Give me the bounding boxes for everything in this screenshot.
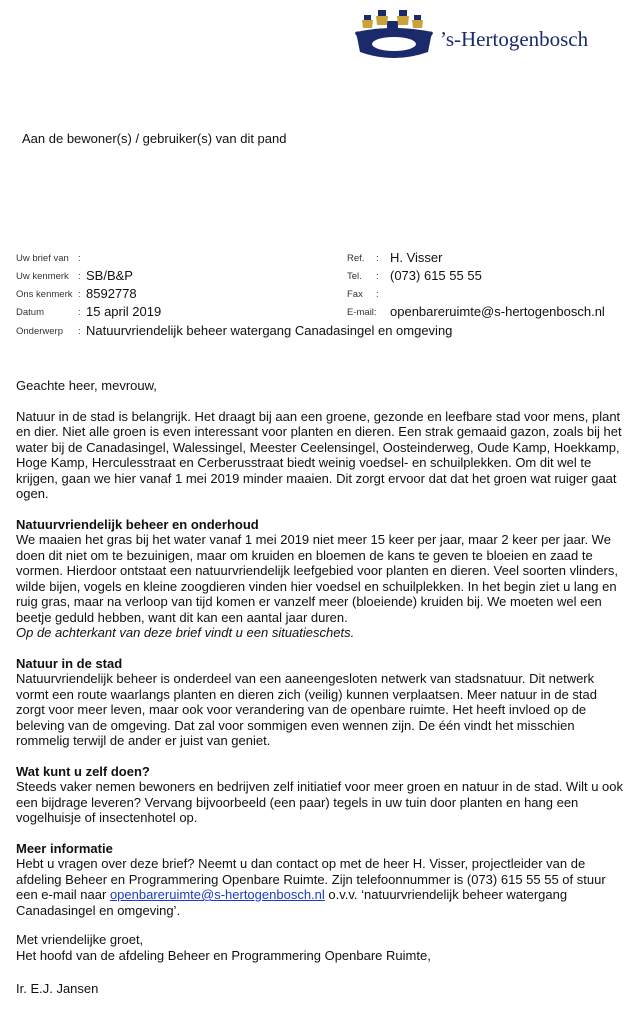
meta-row-tel: Tel. : (073) 615 55 55 [347,268,482,283]
meta-value-email: openbareruimte@s-hertogenbosch.nl [390,304,605,319]
section-heading-zelf-doen: Wat kunt u zelf doen? [16,763,150,779]
meta-row-brief-van: Uw brief van : [16,253,81,264]
meta-label: Uw brief van [16,253,69,264]
subject-label: Onderwerp [16,326,63,337]
meta-row-ref: Ref. : H. Visser [347,250,443,265]
section-heading-meer-informatie: Meer informatie [16,840,113,856]
closing-greeting: Met vriendelijke groet, [16,932,144,947]
letter-body [16,378,628,918]
crowns-logo-icon [352,4,436,66]
meta-row-subject: Onderwerp : Natuurvriendelijk beheer watergang Canadasingel en omgeving [16,323,453,338]
closing-department: Het hoofd van de afdeling Beheer en Programmering Openbare Ruimte, [16,948,431,963]
section-body-natuur: Natuurvriendelijk beheer is onderdeel van een aaneengesloten netwerk van stadsnatuur. Dit netwerk vormt een route waarlangs planten en dieren zich (veilig) kunnen verplaatsen. Meer natuur in de stad zorgt voor meer leven, maar ook voor verandering van de openbare ruimte. Het heeft invloed op de beleving van de omgeving. Dat zal voor sommigen even wennen zijn. De één vindt het misschien rommelig terwijl de ander er juist van geniet. [16,671,598,748]
meta-row-ons-kenmerk: Ons kenmerk : 8592778 [16,286,137,301]
section-body-zelf-doen: Steeds vaker nemen bewoners en bedrijven zelf initiatief voor meer groen en natuur in de stad. Wilt u ook een bijdrage leveren? Vervang bijvoorbeeld (een paar) tegels in uw tuin door planten en hang een vogelhuisje of insectenhotel op. [16,779,624,825]
email-link[interactable]: openbareruimte@s-hertogenbosch.nl [109,887,325,902]
meta-value: (073) 615 55 55 [390,268,482,283]
meta-row-fax: Fax : [347,289,379,300]
section-body-meer-informatie [16,856,628,918]
meta-label: E-mail: [347,307,377,318]
city-name: ’s-Hertogenbosch [440,27,589,51]
meta-label: Tel. [347,271,362,282]
meta-value: H. Visser [390,250,443,265]
meta-value: 15 april 2019 [86,304,162,319]
meta-value: SB/B&P [86,268,133,283]
subject-value: Natuurvriendelijk beheer watergang Canadasingel en omgeving [86,323,453,338]
section-heading-natuur: Natuur in de stad [16,655,123,671]
meta-row-uw-kenmerk: Uw kenmerk : SB/B&P [16,268,133,283]
meta-label: Fax [347,289,363,300]
meta-row-email [347,304,637,322]
info-text-post: o.v.v. ‘natuurvriendelijk beheer watergang Canadasingel en omgeving’. [16,887,568,918]
salutation: Geachte heer, mevrouw, [16,378,157,393]
meta-label: Datum [16,307,44,318]
meta-label: Ons kenmerk [16,289,73,300]
meta-value: 8592778 [86,286,137,301]
section-heading-beheer: Natuurvriendelijk beheer en onderhoud [16,516,259,532]
recipient-line: Aan de bewoner(s) / gebruiker(s) van dit pand [22,131,287,146]
meta-row-datum: Datum : 15 april 2019 [16,304,162,319]
info-text-pre: Hebt u vragen over deze brief? Neemt u dan contact op met de heer H. Visser, projectleider van de afdeling Beheer en Programmering Openbare Ruimte. Zijn telefoonnummer is (073) 615 55 55 of stuur een e-mail naar [16,856,606,902]
intro-paragraph: Natuur in de stad is belangrijk. Het draagt bij aan een groene, gezonde en leefbare stad voor mens, plant en dier. Niet alle groen is even interessant voor planten en dieren. Een strak gemaaid gazon, zoals bij het water bij de Canadasingel, Walessingel, Meester Ceelensingel, Oosteinderweg, Oude Kamp, Hoekkamp, Hoge Kamp, Herculesstraat en Cerberusstraat biedt weinig voedsel- en schuilplekken. Om dit wel te krijgen, gaan we hier vanaf 1 mei 2019 minder maaien. Dit zorgt ervoor dat dat het groen wat ruiger gaat ogen. [16,408,622,501]
meta-label: Ref. [347,253,365,264]
meta-label: Uw kenmerk [16,271,69,282]
situation-sketch-note: Op de achterkant van deze brief vindt u een situatieschets. [16,625,355,640]
signature-name: Ir. E.J. Jansen [16,981,99,996]
section-body-beheer: We maaien het gras bij het water vanaf 1 mei 2019 niet meer 15 keer per jaar, maar 2 keer per jaar. We doen dit niet om te bezuinigen, maar om kruiden en bloemen de kans te geven te bloeien en zaad te vormen. Hierdoor ontstaat een natuurvriendelijk leefgebied voor planten en dieren. Veel soorten vlinders, wilde bijen, vogels en kleine zoogdieren vinden hier voedsel en schuilplekken. In het begin ziet u lang en ruig gras, maar na verloop van tijd komen er vanzelf meer (bloeiende) kruiden bij. We moeten wel een beetje geduld hebben, want dit kan een aantal jaar duren. [16,532,618,625]
